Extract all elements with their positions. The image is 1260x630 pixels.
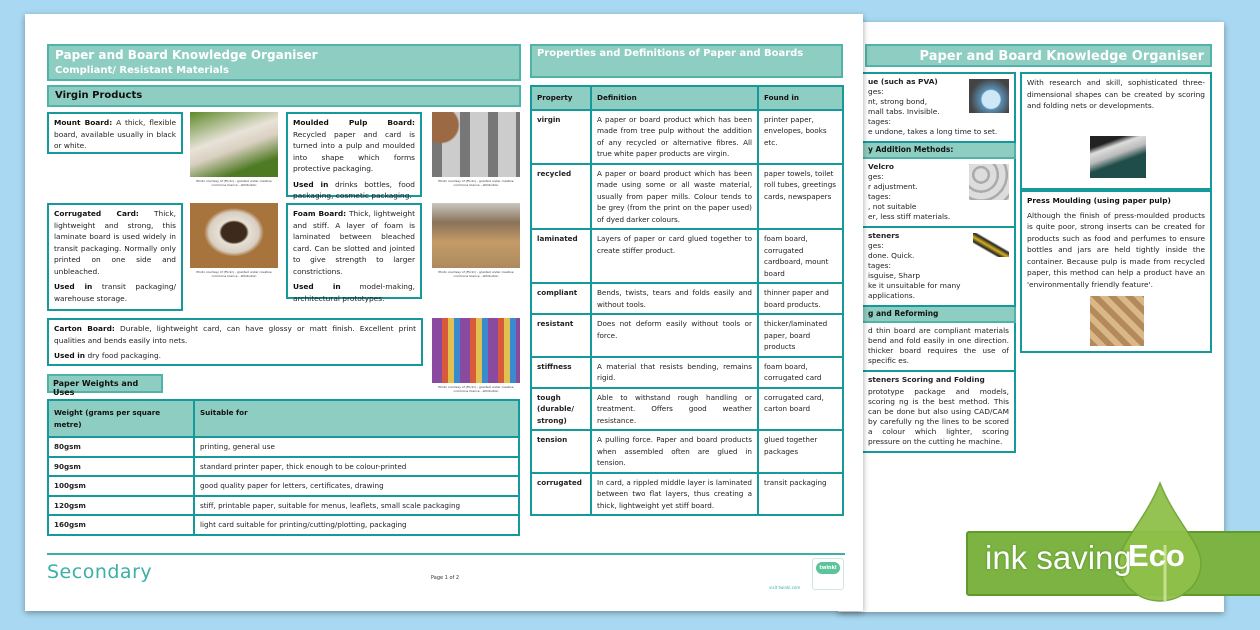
table-row bbox=[531, 229, 843, 283]
weights-heading: Paper Weights and Uses bbox=[47, 374, 163, 393]
back-title: Paper and Board Knowledge Organiser bbox=[865, 44, 1212, 67]
footer-divider bbox=[47, 553, 845, 555]
property-cell: recycled bbox=[531, 164, 591, 230]
nets-text: With research and skill, sophisticated three-dimensional shapes can be created by scoring and folding nets or developments. bbox=[1027, 78, 1205, 110]
press-box bbox=[1020, 190, 1212, 353]
column-header: Property bbox=[531, 86, 591, 110]
found-in-cell: glued together packages bbox=[758, 430, 843, 473]
table-header-row bbox=[48, 400, 519, 437]
corrugated-card-photo bbox=[190, 203, 278, 268]
corrugated-name: Corrugated Card: bbox=[54, 209, 139, 218]
fasteners-title: steners bbox=[868, 231, 900, 240]
press-title: Press Moulding (using paper pulp) bbox=[1027, 196, 1171, 205]
back-left-column bbox=[838, 72, 1016, 453]
table-row bbox=[531, 388, 843, 431]
table-row bbox=[48, 496, 519, 516]
glue-photo bbox=[969, 79, 1009, 113]
property-cell: virgin bbox=[531, 110, 591, 164]
definition-cell: A paper or board product which has been made using some or all waste material, usually from paper mills. Colour tends to be grey (from the print on the paper used) of dyed darker colours. bbox=[591, 164, 758, 230]
weight-cell: 90gsm bbox=[48, 457, 194, 477]
property-cell: tension bbox=[531, 430, 591, 473]
table-row bbox=[48, 437, 519, 457]
mount-board-box bbox=[47, 112, 183, 154]
line: ges: bbox=[868, 87, 884, 96]
use-cell: printing, general use bbox=[194, 437, 519, 457]
fasteners-box bbox=[838, 228, 1016, 307]
scoring-box bbox=[838, 372, 1016, 453]
photo-caption: Photo courtesy of (Flickr) - granted under creative commons licence - attribution bbox=[196, 179, 272, 187]
definition-cell: A paper or board product which has been made from tree pulp without the addition of any recycled or alternative fibres. All true white paper products are virgin. bbox=[591, 110, 758, 164]
table-header-row bbox=[531, 86, 843, 110]
table-row bbox=[531, 283, 843, 314]
line: mall tabs. Invisible. bbox=[868, 107, 940, 116]
carton-used: dry food packaging. bbox=[87, 351, 162, 360]
found-in-cell: transit packaging bbox=[758, 473, 843, 516]
foam-board-box bbox=[286, 203, 422, 303]
reform-heading: g and Reforming bbox=[838, 307, 1016, 323]
used-label: Used in bbox=[54, 351, 86, 360]
use-cell: standard printer paper, thick enough to be colour-printed bbox=[194, 457, 519, 477]
glue-title: ue (such as PVA) bbox=[868, 77, 938, 86]
column-header: Weight (grams per square metre) bbox=[48, 400, 194, 437]
property-cell: compliant bbox=[531, 283, 591, 314]
found-in-cell: thicker/laminated paper, board products bbox=[758, 314, 843, 357]
column-header: Definition bbox=[591, 86, 758, 110]
front-page bbox=[25, 14, 863, 611]
mount-board-photo bbox=[190, 112, 278, 177]
use-cell: good quality paper for letters, certificates, drawing bbox=[194, 476, 519, 496]
foam-used: model-making, architectural prototypes. bbox=[293, 282, 415, 303]
scoring-title: steners Scoring and Folding bbox=[868, 375, 985, 384]
table-row bbox=[48, 515, 519, 535]
line: r adjustment. bbox=[868, 182, 918, 191]
mount-text: A thick, flexible board, available usually in black or white. bbox=[54, 118, 177, 150]
corrugated-used: transit packaging/ warehouse storage. bbox=[54, 282, 177, 303]
found-in-cell: paper towels, toilet roll tubes, greetings cards, newspapers bbox=[758, 164, 843, 230]
definition-cell: Able to withstand rough handling or treatment. Offers good weather resistance. bbox=[591, 388, 758, 431]
moulded-used: drinks bottles, food packaging, cosmetic packaging. bbox=[293, 179, 415, 200]
line: ges: bbox=[868, 241, 884, 250]
definition-cell: In card, a rippled middle layer is laminated between two flat layers, thus creating a thick, lightweight yet stiff board. bbox=[591, 473, 758, 516]
weight-cell: 80gsm bbox=[48, 437, 194, 457]
eco-badge: Eco bbox=[1128, 538, 1185, 573]
line: done. Quick. bbox=[868, 251, 915, 260]
page-number: Page 1 of 2 bbox=[431, 575, 460, 581]
weight-cell: 160gsm bbox=[48, 515, 194, 535]
use-cell: light card suitable for printing/cutting/plotting, packaging bbox=[194, 515, 519, 535]
foam-board-photo bbox=[432, 203, 520, 268]
line: nt, strong bond, bbox=[868, 97, 928, 106]
footer-brand: Secondary bbox=[47, 561, 153, 583]
definition-cell: A material that resists bending, remains rigid. bbox=[591, 357, 758, 388]
used-label: Used in bbox=[54, 282, 93, 291]
table-row bbox=[531, 110, 843, 164]
found-in-cell: foam board, corrugated card bbox=[758, 357, 843, 388]
found-in-cell: foam board, corrugated cardboard, mount board bbox=[758, 229, 843, 283]
definition-cell: Layers of paper or card glued together to create stiffer product. bbox=[591, 229, 758, 283]
addition-heading: y Addition Methods: bbox=[838, 143, 1016, 159]
property-cell: resistant bbox=[531, 314, 591, 357]
table-row bbox=[48, 476, 519, 496]
line: , not suitable bbox=[868, 202, 917, 211]
carton-name: Carton Board: bbox=[54, 324, 115, 333]
scoring-text: prototype package and models, scoring ng is the best method. This can be done but also using CAD/CAM by carefully ng the lines to be scored a colour which lighter, scoring pressure on the cutting he machine. bbox=[868, 387, 1009, 446]
property-cell: tough (durable/ strong) bbox=[531, 388, 591, 431]
velcro-box bbox=[838, 159, 1016, 228]
glue-box bbox=[838, 72, 1016, 143]
logo-text: twinkl bbox=[816, 562, 840, 574]
carton-text: Durable, lightweight card, can have glossy or matt finish. Excellent print qualities and bends easily into nets. bbox=[54, 324, 416, 345]
mount-name: Mount Board: bbox=[54, 118, 113, 127]
line: er, less stiff materials. bbox=[868, 212, 951, 221]
table-row bbox=[531, 357, 843, 388]
reform-text: d thin board are compliant materials bend and fold easily in one direction. thicker board requires the use of specific es. bbox=[838, 323, 1016, 372]
site-link[interactable]: visit twinkl.com bbox=[769, 585, 801, 590]
photo-caption: Photo courtesy of (Flickr) - granted under creative commons licence - attribution bbox=[438, 179, 514, 187]
virgin-heading: Virgin Products bbox=[47, 85, 521, 107]
used-label: Used in bbox=[293, 282, 341, 291]
line: e undone, takes a long time to set. bbox=[868, 127, 998, 136]
table-row bbox=[531, 164, 843, 230]
moulded-pulp-box bbox=[286, 112, 422, 200]
page-title: Paper and Board Knowledge Organiser bbox=[55, 48, 318, 62]
line: ges: bbox=[868, 172, 884, 181]
press-photo bbox=[1090, 296, 1144, 346]
property-cell: laminated bbox=[531, 229, 591, 283]
moulded-name: Moulded Pulp Board: bbox=[293, 118, 415, 127]
velcro-title: Velcro bbox=[868, 162, 894, 171]
property-cell: stiffness bbox=[531, 357, 591, 388]
moulded-text: Recycled paper and card is turned into a pulp and moulded into shape which forms protective packaging. bbox=[293, 129, 415, 173]
table-row bbox=[531, 430, 843, 473]
photo-caption: Photo courtesy of (Flickr) - granted under creative commons licence - attribution bbox=[196, 270, 272, 278]
fasteners-photo bbox=[973, 233, 1009, 257]
definition-cell: Does not deform easily without tools or force. bbox=[591, 314, 758, 357]
line: tages: bbox=[868, 192, 892, 201]
definition-cell: Bends, twists, tears and folds easily and without tools. bbox=[591, 283, 758, 314]
table-row bbox=[48, 457, 519, 477]
photo-caption: Photo courtesy of (Flickr) - granted under creative commons licence - attribution bbox=[438, 385, 514, 393]
line: tages: bbox=[868, 261, 892, 270]
nets-photo bbox=[1090, 136, 1146, 178]
eco-banner bbox=[966, 531, 1260, 596]
photo-caption: Photo courtesy of (Flickr) - granted under creative commons licence - attribution bbox=[438, 270, 514, 278]
carton-board-box bbox=[47, 318, 423, 366]
page-subtitle: Compliant/ Resistant Materials bbox=[55, 65, 229, 76]
weight-cell: 100gsm bbox=[48, 476, 194, 496]
table-row bbox=[531, 473, 843, 516]
weights-table bbox=[47, 399, 520, 536]
page-title-bar bbox=[47, 44, 521, 81]
found-in-cell: corrugated card, carton board bbox=[758, 388, 843, 431]
corrugated-card-box bbox=[47, 203, 183, 311]
property-cell: corrugated bbox=[531, 473, 591, 516]
press-text: Although the finish of press-moulded products is quite poor, strong inserts can be created for products such as food and perfumes to ensure bottles and jars are held tightly inside the container. Because pulp is made from recycled paper, this method can help a product have an 'environmentally friendly feature'. bbox=[1027, 210, 1205, 289]
weight-cell: 120gsm bbox=[48, 496, 194, 516]
twinkl-logo bbox=[812, 558, 844, 590]
properties-table bbox=[530, 85, 844, 516]
table-row bbox=[531, 314, 843, 357]
line: tages: bbox=[868, 117, 892, 126]
nets-box bbox=[1020, 72, 1212, 190]
column-header: Found in bbox=[758, 86, 843, 110]
velcro-photo bbox=[969, 164, 1009, 200]
line: ke it unsuitable for many applications. bbox=[868, 281, 961, 300]
found-in-cell: thinner paper and board products. bbox=[758, 283, 843, 314]
found-in-cell: printer paper, envelopes, books etc. bbox=[758, 110, 843, 164]
foam-name: Foam Board: bbox=[293, 209, 347, 218]
column-header: Suitable for bbox=[194, 400, 519, 437]
use-cell: stiff, printable paper, suitable for menus, leaflets, small scale packaging bbox=[194, 496, 519, 516]
ink-saving-label: ink saving bbox=[985, 539, 1132, 576]
used-label: Used in bbox=[293, 179, 329, 189]
properties-heading: Properties and Definitions of Paper and Boards bbox=[530, 44, 843, 78]
carton-board-photo bbox=[432, 318, 520, 383]
foam-text: Thick, lightweight and stiff. A layer of foam is laminated between bleached card. Can be slotted and jointed to give strength to larger constrictions. bbox=[293, 209, 415, 276]
definition-cell: A pulling force. Paper and board products when assembled often are glued in tension. bbox=[591, 430, 758, 473]
corrugated-text: Thick, lightweight and strong, this laminate board is used widely in transit packaging. Normally only printed on one side and unbleached. bbox=[54, 209, 176, 276]
line: isguise, Sharp bbox=[868, 271, 921, 280]
moulded-pulp-photo bbox=[432, 112, 520, 177]
